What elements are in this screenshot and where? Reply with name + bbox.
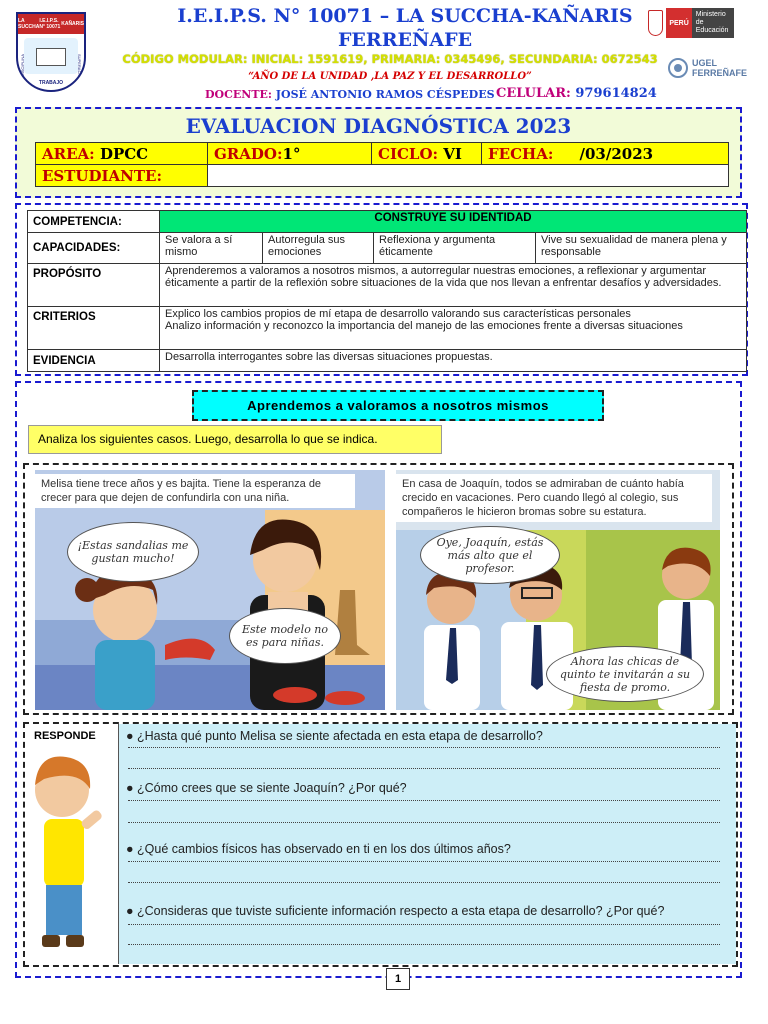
fecha-label: FECHA: xyxy=(488,144,554,163)
capacidad-item: Reflexiona y argumenta éticamente xyxy=(374,233,536,264)
ugel-line2: FERREÑAFE xyxy=(692,68,748,78)
ciclo-cell xyxy=(372,143,482,165)
competencia-label: COMPETENCIA: xyxy=(28,211,160,233)
ugel-logo xyxy=(668,58,747,78)
ciclo-label: CICLO: xyxy=(378,144,439,163)
school-name-line2: FERREÑAFE xyxy=(337,29,473,51)
modular-codes: CÓDIGO MODULAR: INICIAL: 1591619, PRIMARIA: 0345496, SECUNDARIA: 0672543 xyxy=(122,52,658,66)
fecha-value: /03/2023 xyxy=(579,144,654,163)
case1-bubble-girl: ¡Estas sandalias me gustan mucho! xyxy=(67,522,199,582)
teacher-info xyxy=(205,88,495,101)
crest-label-left: LA SUCCHA xyxy=(18,18,40,30)
peru-label: PERÚ xyxy=(666,8,691,38)
student-name-field[interactable] xyxy=(208,165,729,187)
evaluation-info-table xyxy=(35,142,729,187)
case2-bubble-tall-boy: Ahora las chicas de quinto te invitarán a su fiesta de promo. xyxy=(546,646,704,702)
evaluation-header-box xyxy=(15,107,742,198)
ministry-label: Ministerio de Educación xyxy=(692,8,734,38)
criterios-cell xyxy=(160,307,747,350)
student-label: ESTUDIANTE: xyxy=(36,165,208,187)
fecha-cell xyxy=(482,143,729,165)
school-name xyxy=(110,4,700,52)
capacidades-label: CAPACIDADES: xyxy=(28,233,160,264)
evaluation-title: EVALUACION DIAGNÓSTICA 2023 xyxy=(185,114,572,138)
case1-bubble-woman: Este modelo no es para niñas. xyxy=(229,608,341,664)
competency-table xyxy=(27,210,747,372)
crest-bottom-motto: TRABAJO xyxy=(38,80,64,86)
case2-story: En casa de Joaquín, todos se admiraban de cuánto había crecido en vacaciones. Pero cuando llegó al colegio, sus compañeros le hicieron bromas sobre su estatura. xyxy=(396,474,712,522)
criterios-label: CRITERIOS xyxy=(28,307,160,350)
area-value: DPCC xyxy=(99,144,149,163)
question-4: ● ¿Consideras que tuviste suficiente información respecto a esta etapa de desarrollo? ¿Por qué? xyxy=(126,904,665,918)
proposito-text: Aprenderemos a valoramos a nosotros mismos, a autorregular nuestras emociones, a reflexionar y argumentar éticamente a partir de la reflexión sobre situaciones de la vida que nos llevan a enfrentar desafíos y adversidades. xyxy=(160,264,747,307)
crest-label-right: KAÑARIS xyxy=(61,21,84,27)
competency-box xyxy=(15,203,748,376)
phone-number: 979614824 xyxy=(575,86,657,101)
phone-label: CELULAR: xyxy=(496,86,571,101)
case1-illustration xyxy=(35,470,385,710)
grado-value: 1° xyxy=(282,144,301,163)
answer-line[interactable] xyxy=(128,924,720,925)
grado-cell xyxy=(208,143,372,165)
school-crest-logo xyxy=(16,12,86,92)
criterio-item: Analizo información y reconozco la importancia del manejo de las emociones frente a diversas situaciones xyxy=(165,320,683,332)
answer-line[interactable] xyxy=(128,822,720,823)
school-name-line1: I.E.I.P.S. N° 10071 – LA SUCCHA-KAÑARIS xyxy=(177,5,633,27)
question-2: ● ¿Cómo crees que se siente Joaquín? ¿Por qué? xyxy=(126,781,407,795)
case2-bubble-classmate: Oye, Joaquín, estás más alto que el profesor. xyxy=(420,526,560,584)
capacidad-item: Autorregula sus emociones xyxy=(263,233,374,264)
crest-label-mid: I.E.I.P.S. N° 10071 xyxy=(39,18,61,30)
evidencia-text: Desarrolla interrogantes sobre las diversas situaciones propuestas. xyxy=(160,350,747,372)
crest-book-icon xyxy=(36,48,66,66)
teacher-name: JOSÉ ANTONIO RAMOS CÉSPEDES xyxy=(275,88,495,101)
page-number: 1 xyxy=(386,968,410,990)
answer-line[interactable] xyxy=(128,800,720,801)
answer-line[interactable] xyxy=(128,944,720,945)
question-1: ● ¿Hasta qué punto Melisa se siente afectada en esta etapa de desarrollo? xyxy=(126,729,543,743)
ugel-line1: UGEL xyxy=(692,58,718,68)
instruction-text: Analiza los siguientes casos. Luego, desarrolla lo que se indica. xyxy=(28,425,442,454)
ministry-logo xyxy=(648,6,734,40)
capacidad-item: Vive su sexualidad de manera plena y responsable xyxy=(536,233,747,264)
year-motto: “AÑO DE LA UNIDAD ,LA PAZ Y EL DESARROLLO” xyxy=(248,71,532,82)
area-label: AREA: xyxy=(42,144,95,163)
competencia-value: CONSTRUYE SU IDENTIDAD xyxy=(160,211,747,233)
ugel-label xyxy=(692,58,747,78)
answer-line[interactable] xyxy=(128,747,720,748)
evidencia-label: EVIDENCIA xyxy=(28,350,160,372)
crest-left-motto: DISCIPLINA xyxy=(20,54,25,77)
question-3: ● ¿Qué cambios físicos has observado en ti en los dos últimos años? xyxy=(126,842,511,856)
area-cell xyxy=(36,143,208,165)
grado-label: GRADO: xyxy=(214,144,283,163)
crest-banner xyxy=(18,14,84,34)
proposito-label: PROPÓSITO xyxy=(28,264,160,307)
case1-story: Melisa tiene trece años y es bajita. Tiene la esperanza de crecer para que dejen de confundirla con una niña. xyxy=(35,474,355,508)
answer-line[interactable] xyxy=(128,882,720,883)
responde-label: RESPONDE xyxy=(34,730,96,742)
ugel-icon xyxy=(668,58,688,78)
peru-shield-icon xyxy=(648,10,663,36)
topic-title: Aprendemos a valoramos a nosotros mismos xyxy=(192,390,604,421)
answer-line[interactable] xyxy=(128,861,720,862)
ciclo-value: VI xyxy=(443,144,462,163)
thinking-boy-illustration xyxy=(30,745,108,960)
answer-line[interactable] xyxy=(128,768,720,769)
criterio-item: Explico los cambios propios de mí etapa de desarrollo valorando sus características personales xyxy=(165,308,631,320)
case2-illustration xyxy=(396,470,720,710)
crest-right-motto: SUPERACIÓN xyxy=(77,54,82,81)
capacidad-item: Se valora a sí mismo xyxy=(160,233,263,264)
teacher-label: DOCENTE: xyxy=(205,88,272,101)
phone-info xyxy=(496,86,657,101)
